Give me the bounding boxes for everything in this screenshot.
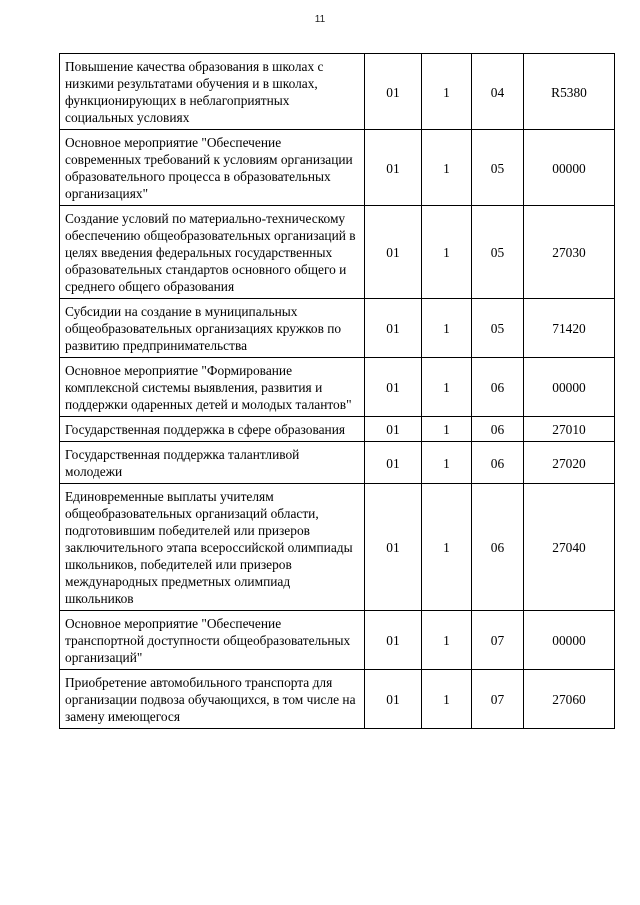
budget-table [59,53,615,729]
table-row [60,484,615,611]
measure-code: 06 [472,358,524,417]
measure-code: 06 [472,484,524,611]
section-code: 01 [365,670,422,729]
table-row [60,206,615,299]
target-code: 00000 [524,130,615,206]
table-row [60,130,615,206]
program-code: 1 [422,206,472,299]
target-code: 71420 [524,299,615,358]
target-code: 27040 [524,484,615,611]
program-code: 1 [422,611,472,670]
page-number: 11 [314,14,326,25]
target-code: 27060 [524,670,615,729]
row-name: Создание условий по материально-техническому обеспечению общеобразовательных организаций в целях введения федеральных государственных образовательных стандартов основного общего и среднего общего образования [60,206,365,299]
section-code: 01 [365,299,422,358]
section-code: 01 [365,130,422,206]
measure-code: 06 [472,442,524,484]
section-code: 01 [365,484,422,611]
table-row [60,670,615,729]
table-row [60,54,615,130]
budget-table-body [60,54,615,729]
section-code: 01 [365,417,422,442]
target-code: 00000 [524,611,615,670]
row-name: Основное мероприятие "Обеспечение транспортной доступности общеобразовательных организаций" [60,611,365,670]
measure-code: 07 [472,611,524,670]
section-code: 01 [365,358,422,417]
row-name: Основное мероприятие "Обеспечение современных требований к условиям организации образовательного процесса в образовательных организациях" [60,130,365,206]
program-code: 1 [422,54,472,130]
row-name: Государственная поддержка талантливой молодежи [60,442,365,484]
table-row [60,299,615,358]
row-name: Субсидии на создание в муниципальных общеобразовательных организациях кружков по развитию предпринимательства [60,299,365,358]
program-code: 1 [422,670,472,729]
target-code: 27010 [524,417,615,442]
measure-code: 05 [472,299,524,358]
target-code: 00000 [524,358,615,417]
program-code: 1 [422,358,472,417]
section-code: 01 [365,54,422,130]
section-code: 01 [365,442,422,484]
row-name: Приобретение автомобильного транспорта для организации подвоза обучающихся, в том числе на замену имеющегося [60,670,365,729]
measure-code: 06 [472,417,524,442]
measure-code: 04 [472,54,524,130]
section-code: 01 [365,206,422,299]
target-code: R5380 [524,54,615,130]
row-name: Повышение качества образования в школах с низкими результатами обучения и в школах, функционирующих в неблагоприятных социальных условиях [60,54,365,130]
target-code: 27020 [524,442,615,484]
program-code: 1 [422,417,472,442]
row-name: Государственная поддержка в сфере образования [60,417,365,442]
table-row [60,417,615,442]
measure-code: 07 [472,670,524,729]
row-name: Единовременные выплаты учителям общеобразовательных организаций области, подготовившим победителей или призеров заключительного этапа всероссийской олимпиады школьников, победителей или призеров международных предметных олимпиад школьников [60,484,365,611]
program-code: 1 [422,299,472,358]
target-code: 27030 [524,206,615,299]
table-row [60,611,615,670]
section-code: 01 [365,611,422,670]
program-code: 1 [422,442,472,484]
table-row [60,442,615,484]
row-name: Основное мероприятие "Формирование комплексной системы выявления, развития и поддержки одаренных детей и молодых талантов" [60,358,365,417]
measure-code: 05 [472,206,524,299]
measure-code: 05 [472,130,524,206]
table-row [60,358,615,417]
program-code: 1 [422,484,472,611]
program-code: 1 [422,130,472,206]
